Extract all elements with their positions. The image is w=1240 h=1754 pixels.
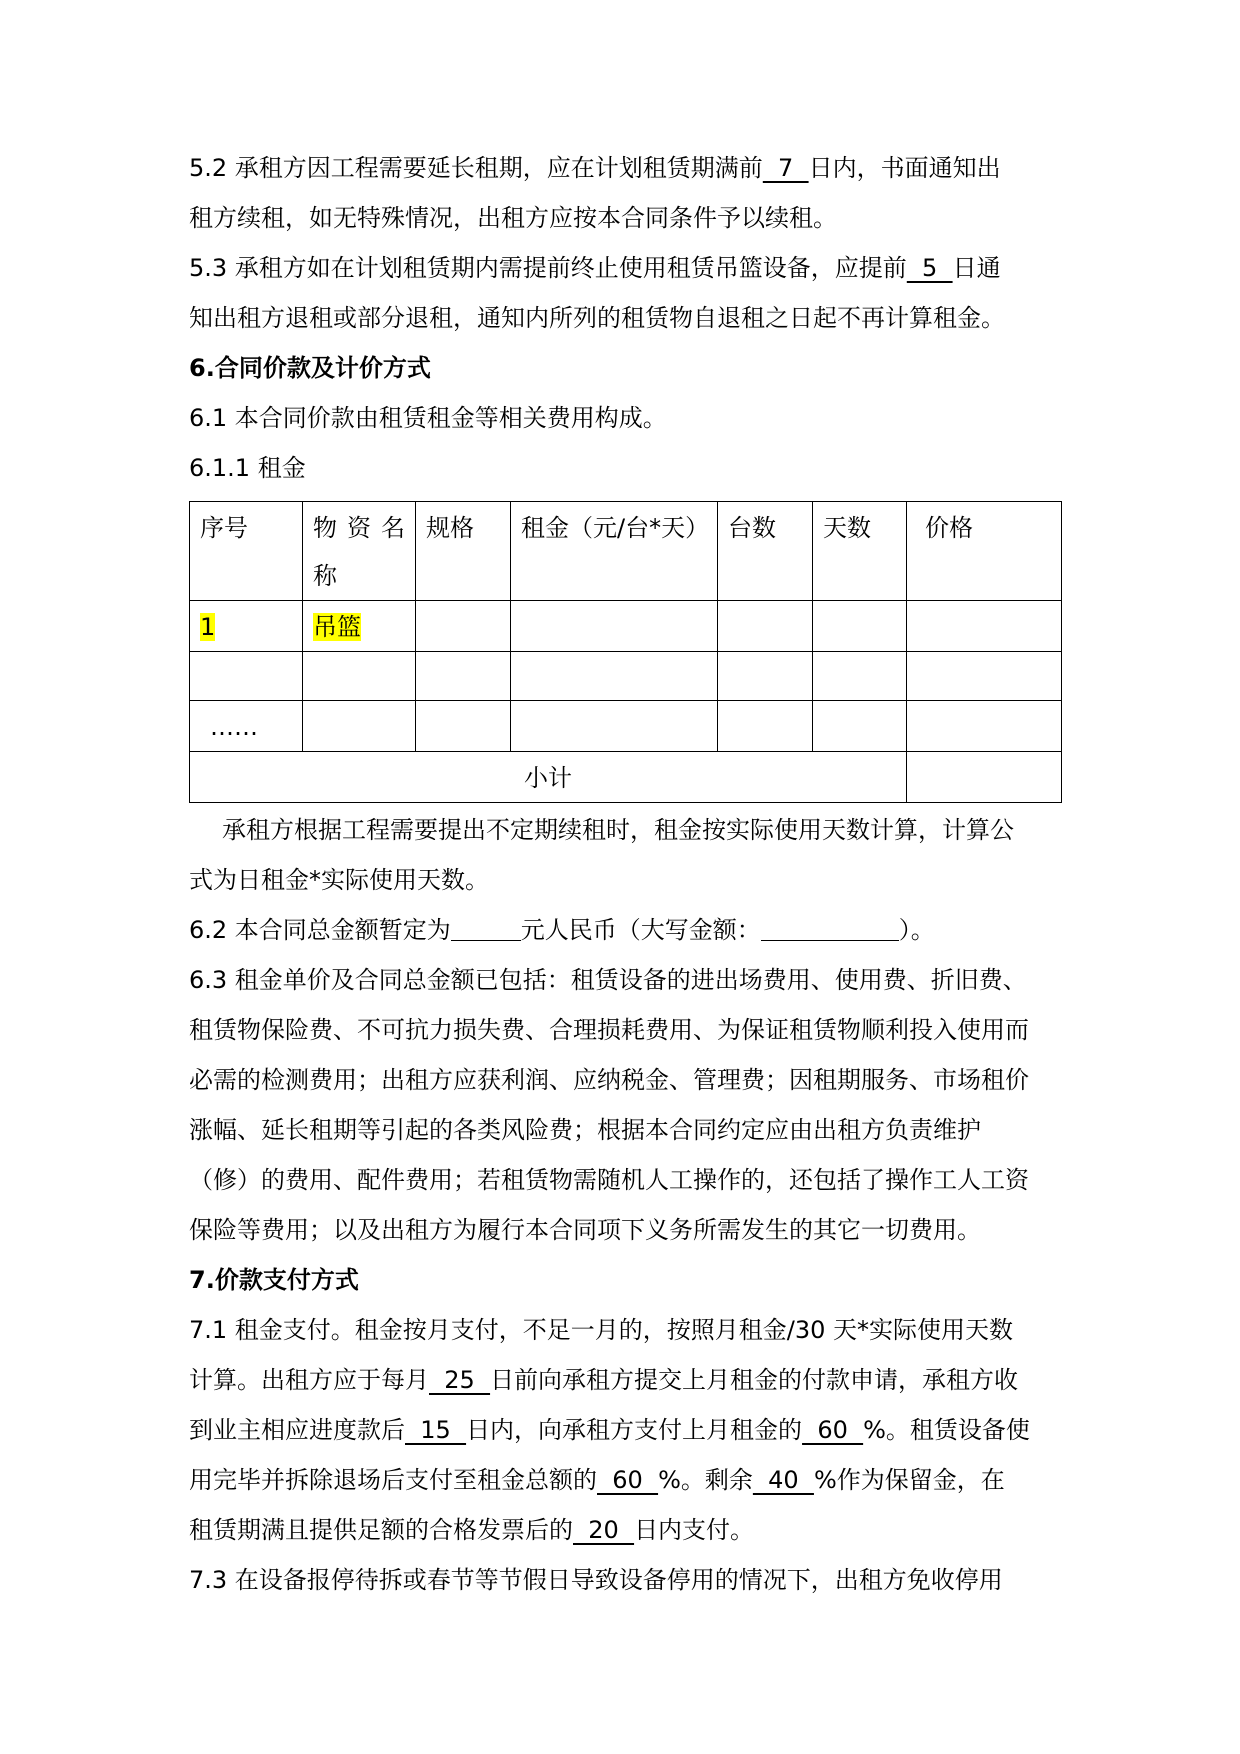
clause-7-3-line1: 7.3 在设备报停待拆或春节等节假日导致设备停用的情况下，出租方免收停用 [189, 1566, 1003, 1594]
table-cell [416, 701, 511, 752]
clause-7-1-line5: 租赁期满且提供足额的合格发票后的 20 日内支付。 [189, 1516, 755, 1544]
header-cell-spec: 规格 [416, 502, 511, 601]
header-cell-index: 序号 [190, 502, 303, 601]
table-cell [907, 601, 1062, 652]
table-row [190, 652, 1062, 701]
table-row [190, 601, 1062, 652]
final-percent-value: 60 [597, 1466, 659, 1494]
table-cell [718, 652, 813, 701]
table-cell [813, 701, 907, 752]
header-cell-days: 天数 [813, 502, 907, 601]
formula-line1: 承租方根据工程需要提出不定期续租时，租金按实际使用天数计算，计算公 [222, 816, 1014, 844]
subtotal-label: 小计 [190, 752, 907, 803]
clause-6-3-line: 必需的检测费用；出租方应获利润、应纳税金、管理费；因租期服务、市场租价 [189, 1066, 1029, 1094]
retention-days-value: 20 [573, 1516, 635, 1544]
table-cell [718, 601, 813, 652]
clause-6-3-line: 保险等费用；以及出租方为履行本合同项下义务所需发生的其它一切费用。 [189, 1216, 981, 1244]
header-cell-units: 台数 [718, 502, 813, 601]
table-cell [907, 652, 1062, 701]
header-cell-material: 物资名称 [303, 502, 416, 601]
table-cell [511, 701, 718, 752]
clause-7-1-line2: 计算。出租方应于每月 25 日前向承租方提交上月租金的付款申请，承租方收 [189, 1366, 1019, 1394]
document-body [189, 143, 1061, 1605]
clause-7-1-line1: 7.1 租金支付。租金按月支付，不足一月的，按照月租金/30 天*实际使用天数 [189, 1316, 1014, 1344]
formula-line2: 式为日租金*实际使用天数。 [189, 866, 489, 894]
table-cell [813, 601, 907, 652]
table-cell [303, 652, 416, 701]
rent-table [189, 501, 1062, 803]
header-cell-rent: 租金（元/台*天） [511, 502, 718, 601]
clause-7-1-line4: 用完毕并拆除退场后支付至租金总额的 60 %。剩余 40 %作为保留金，在 [189, 1466, 1005, 1494]
clause-6-2: 6.2 本合同总金额暂定为 元人民币（大写金额： ）。 [189, 916, 935, 944]
monthly-percent-value: 60 [802, 1416, 864, 1444]
table-cell [416, 652, 511, 701]
clause-6-1-1: 6.1.1 租金 [189, 454, 306, 482]
table-cell [416, 601, 511, 652]
clause-6-3-line: （修）的费用、配件费用；若租赁物需随机人工操作的，还包括了操作工人工资 [189, 1166, 1029, 1194]
payment-days-value: 15 [405, 1416, 467, 1444]
clause-5-3-line2: 知出租方退租或部分退租，通知内所列的租赁物自退租之日起不再计算租金。 [189, 304, 1005, 332]
clause-7-1-line3: 到业主相应进度款后 15 日内，向承租方支付上月租金的 60 %。租赁设备使 [189, 1416, 1030, 1444]
table-cell [511, 652, 718, 701]
clause-6-3-line: 6.3 租金单价及合同总金额已包括：租赁设备的进出场费用、使用费、折旧费、 [189, 966, 1027, 994]
total-amount-blank [451, 914, 521, 941]
monthly-day-value: 25 [429, 1366, 491, 1394]
table-cell [303, 601, 416, 652]
table-cell [303, 701, 416, 752]
table-cell [813, 652, 907, 701]
table-cell [511, 601, 718, 652]
clause-5-2-line1: 5.2 承租方因工程需要延长租期，应在计划租赁期满前 7 日内，书面通知出 [189, 154, 1001, 182]
subtotal-value-cell [907, 752, 1062, 803]
clause-5-2-line2: 租方续租，如无特殊情况，出租方应按本合同条件予以续租。 [189, 204, 837, 232]
table-cell-ellipsis: …… [190, 701, 303, 752]
highlighted-index: 1 [200, 613, 216, 641]
clause-6-3-line: 涨幅、延长租期等引起的各类风险费；根据本合同约定应由出租方负责维护 [189, 1116, 981, 1144]
clause-6-1: 6.1 本合同价款由租赁租金等相关费用构成。 [189, 404, 667, 432]
amount-in-words-blank [761, 914, 899, 941]
table-row [190, 701, 1062, 752]
section-6-heading: 6.合同价款及计价方式 [189, 354, 431, 382]
clause-5-3-line1: 5.3 承租方如在计划租赁期内需提前终止使用租赁吊篮设备，应提前 5 日通 [189, 254, 1001, 282]
table-cell [190, 652, 303, 701]
section-7-heading: 7.价款支付方式 [189, 1266, 359, 1294]
header-cell-price: 价格 [907, 502, 1062, 601]
subtotal-row [190, 752, 1062, 803]
termination-days-value: 5 [906, 254, 953, 282]
table-cell [718, 701, 813, 752]
retention-percent-value: 40 [752, 1466, 814, 1494]
highlighted-material: 吊篮 [313, 613, 361, 641]
clause-6-3-line: 租赁物保险费、不可抗力损失费、合理损耗费用、为保证租赁物顺利投入使用而 [189, 1016, 1029, 1044]
table-cell [190, 601, 303, 652]
table-cell [907, 701, 1062, 752]
notice-days-value: 7 [762, 154, 809, 182]
table-header-row [190, 502, 1062, 601]
